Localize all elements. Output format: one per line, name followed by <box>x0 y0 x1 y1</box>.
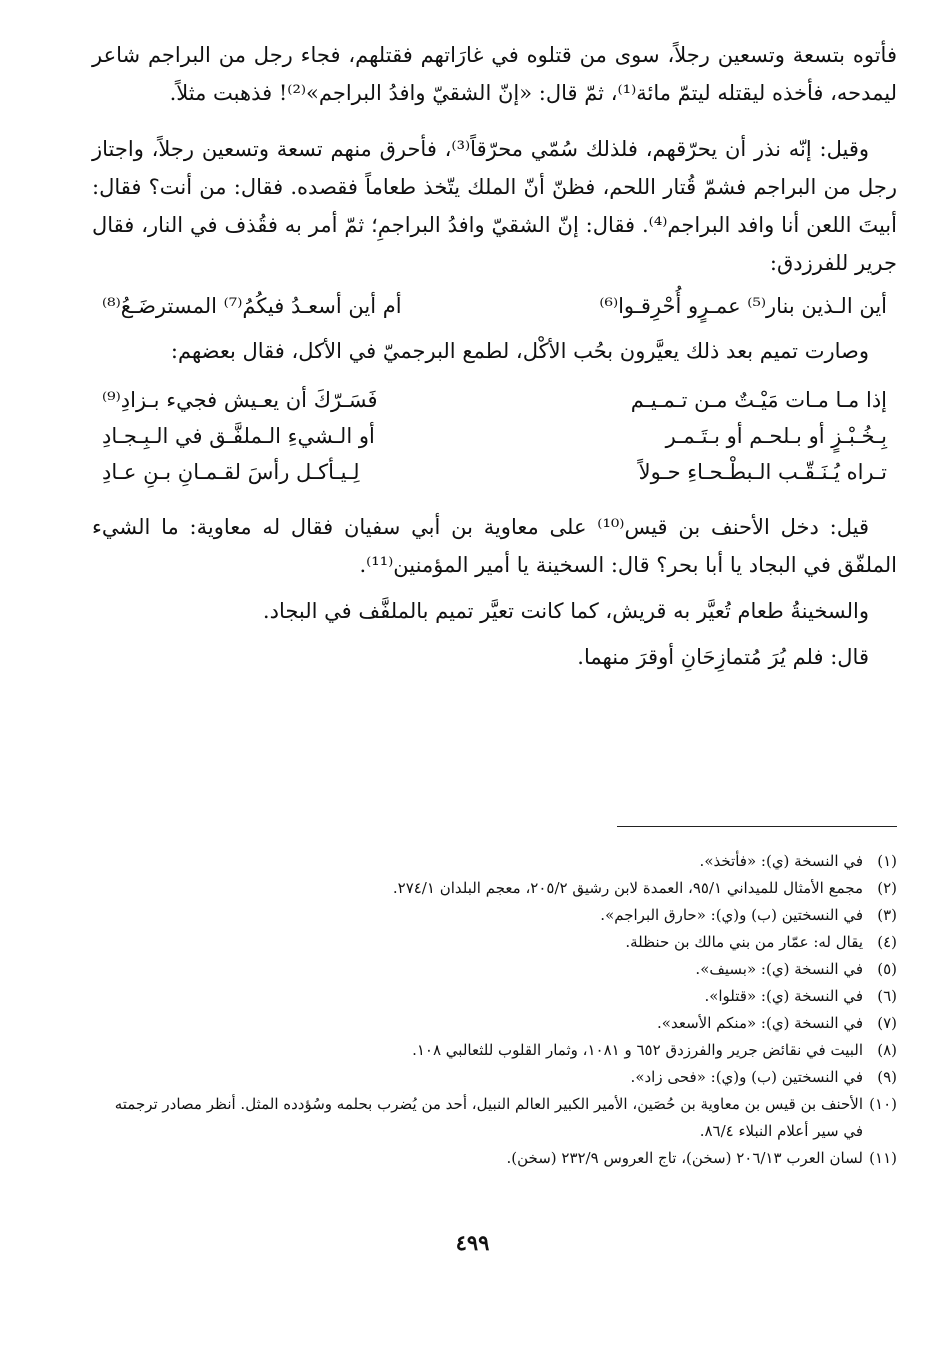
poem-verse <box>102 382 887 418</box>
footnote-number: (٢) <box>877 879 897 897</box>
paragraph-4: قيل: دخل الأحنف بن قيس⁽¹⁰⁾ على معاوية بن أبي سفيان فقال له معاوية: ما الشيء الملفّق في البجاد يا أبا بحر؟ قال: السخينة يا أمير المؤمنين⁽¹¹⁾. <box>92 515 897 577</box>
paragraph-1: فأتوه بتسعة وتسعين رجلاً، سوى من قتلوه في غارَاتهم فقتلهم، فجاء رجل من البراجم شاعر ليمدحه، فأخذه ليقتله ليتمّ مائة⁽¹⁾، ثمّ قال: «إنّ الشقيّ وافدُ البراجم»⁽²⁾! فذهبت مثلاً. <box>92 43 897 105</box>
footnote-separator <box>617 826 897 827</box>
poem-verse <box>102 418 887 454</box>
footnote <box>92 1010 897 1037</box>
verse-second-hemistich: لِـيـأكـل رأسَ لقـمـانِ بـنِ عـادِ <box>102 460 360 484</box>
footnote-text: لسان العرب ٢٠٦/١٣ (سخن)، تاج العروس ٢٣٢/٩ (سخن). <box>506 1149 863 1167</box>
footnote-number: (٤) <box>877 933 897 951</box>
footnote <box>92 848 897 875</box>
verse-jarir <box>92 288 897 324</box>
footnote <box>92 875 897 902</box>
footnote-text: في النسختين (ب) و(ي): «فحى زاد». <box>630 1068 863 1086</box>
footnote-text: يقال له: عمّار من بني مالك بن حنظلة. <box>625 933 863 951</box>
footnote-number: (٨) <box>877 1041 897 1059</box>
footnote-text: في النسخة (ي): «فأتخذ». <box>699 852 863 870</box>
verse-second-hemistich: فَسَـرّكَ أن يعـيش فجيء بـزادِ⁽⁹⁾ <box>102 388 378 412</box>
verse-first-hemistich: بِـخُـبْـزٍ أو بـلحـم أو بـتَـمـر <box>665 424 887 448</box>
paragraph-2: وقيل: إنّه نذر أن يحرّقهم، فلذلك سُمّي محرّقاً⁽³⁾، فأحرق منهم تسعة وتسعين رجلاً، واجتاز رجل من البراجم فشمّ قُتار اللحم، فظنّ أنّ الملك يتّخذ طعاماً فقصده. فقال: من أنت؟ فقال: أبيتَ اللعن أنا وافد البراجم⁽⁴⁾. فقال: إنّ الشقيّ وافدُ البراجمِ؛ ثمّ أمر به فقُذف في النار، فقال جرير للفرزدق: <box>92 137 897 275</box>
footnote <box>92 956 897 983</box>
footnote <box>92 929 897 956</box>
footnote <box>92 1091 897 1145</box>
paragraph-3: وصارت تميم بعد ذلك يعيَّرون بحُب الأكْل، لطمع البرجميّ في الأكل، فقال بعضهم: <box>170 339 869 363</box>
page-number: ٤٩٩ <box>455 1230 490 1255</box>
verse-first-hemistich: أين الـذين بنار⁽⁵⁾ عمـرٍو أُحْرِقـوا⁽⁶⁾ <box>599 294 887 318</box>
paragraph-5: والسخينةُ طعام تُعيَّر به قريش، كما كانت تعيَّر تميم بالملفَّف في البجاد. <box>262 599 869 623</box>
footnote-text: في النسختين (ب) و(ي): «حارق البراجم». <box>600 906 863 924</box>
footnote-text: في النسخة (ي): «بسيف». <box>695 960 863 978</box>
footnote-number: (١٠) <box>869 1095 897 1113</box>
footnote-text: مجمع الأمثال للميداني ٩٥/١، العمدة لابن رشيق ٢٠٥/٢، معجم البلدان ٢٧٤/١. <box>392 879 863 897</box>
footnote-text: في النسخة (ي): «منكم الأسعد». <box>657 1014 863 1032</box>
footnote-number: (٦) <box>877 987 897 1005</box>
footnote-text: الأحنف بن قيس بن معاوية بن حُصَين، الأمير الكبير العالم النبيل، أحد من يُضرب بحلمه وسُؤدده المثل. أنظر مصادر ترجمته في سير أعلام النبلاء ٨٦/٤. <box>114 1095 863 1140</box>
footnote-number: (١١) <box>869 1149 897 1167</box>
footnote <box>92 1037 897 1064</box>
footnote <box>92 1145 897 1172</box>
footnote-number: (٧) <box>877 1014 897 1032</box>
footnote-text: البيت في نقائض جرير والفرزدق ٦٥٢ و ١٠٨١، وثمار القلوب للثعالبي ١٠٨. <box>412 1041 863 1059</box>
footnote <box>92 902 897 929</box>
footnote-number: (٥) <box>877 960 897 978</box>
poem-verse <box>102 454 887 490</box>
poem-block <box>92 382 897 490</box>
footnote <box>92 983 897 1010</box>
footnote-number: (٣) <box>877 906 897 924</box>
footnote-number: (١) <box>877 852 897 870</box>
footnote-number: (٩) <box>877 1068 897 1086</box>
footnote-text: في النسخة (ي): «قتلوا». <box>704 987 863 1005</box>
footnotes <box>92 848 897 1172</box>
verse-first-hemistich: إذا مـا مـات مَيْـتٌ مـن تـمـيـم <box>630 388 887 412</box>
verse-second-hemistich: أو الـشيءِ الـملفَّـق في الـبِـجـادِ <box>102 424 375 448</box>
verse-first-hemistich: تـراه يُـنَـقّـب الـبطْـحـاءِ حـولاً <box>638 460 887 484</box>
book-page <box>92 36 897 1336</box>
paragraph-6: قال: فلم يُرَ مُتمازِحَانِ أوقرَ منهما. <box>577 645 869 669</box>
verse-second-hemistich: أم أين أسعـدُ فيكُمُ⁽⁷⁾ المسترضَـعُ⁽⁸⁾ <box>102 294 402 318</box>
footnote <box>92 1064 897 1091</box>
